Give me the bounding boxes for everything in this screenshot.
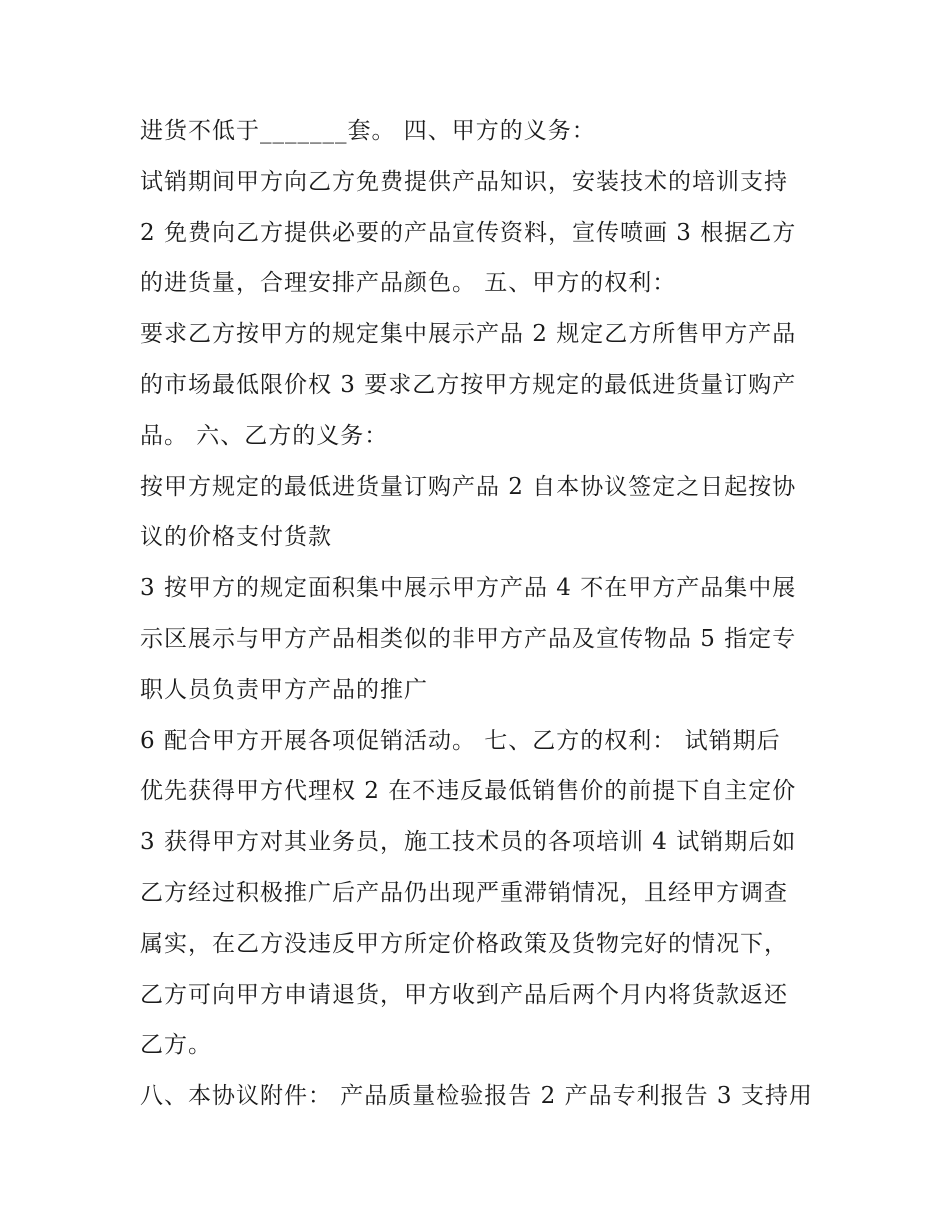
text-line: 3 按甲方的规定面积集中展示甲方产品 4 不在甲方产品集中展: [140, 575, 797, 602]
text-line: 的市场最低限价权 3 要求乙方按甲方规定的最低进货量订购产: [140, 371, 797, 398]
text-line: 示区展示与甲方产品相类似的非甲方产品及宣传物品 5 指定专: [140, 625, 797, 652]
text-line: 职人员负责甲方产品的推广: [140, 676, 428, 703]
text-line: 乙方。: [140, 1032, 212, 1059]
text-line: 试销期间甲方向乙方免费提供产品知识，安装技术的培训支持: [140, 168, 788, 195]
text-line: 乙方经过积极推广后产品仍出现严重滞销情况，且经甲方调查: [140, 879, 788, 906]
document-body: [140, 106, 830, 1122]
text-line: 品。 六、乙方的义务：: [140, 422, 389, 449]
text-line: 属实，在乙方没违反甲方所定价格政策及货物完好的情况下，: [140, 930, 788, 957]
text-line: 进货不低于_______套。 四、甲方的义务：: [140, 118, 596, 144]
text-line: 优先获得甲方代理权 2 在不违反最低销售价的前提下自主定价: [140, 778, 797, 805]
text-line: 3 获得甲方对其业务员，施工技术员的各项培训 4 试销期后如: [140, 829, 797, 856]
text-line: 要求乙方按甲方的规定集中展示产品 2 规定乙方所售甲方产品: [140, 321, 797, 348]
text-line: 的进货量，合理安排产品颜色。 五、甲方的权利：: [140, 270, 677, 297]
text-line: 2 免费向乙方提供必要的产品宣传资料，宣传喷画 3 根据乙方: [140, 219, 797, 246]
text-line: 八、本协议附件： 产品质量检验报告 2 产品专利报告 3 支持用: [140, 1083, 813, 1110]
text-line: 乙方可向甲方申请退货，甲方收到产品后两个月内将货款返还: [140, 981, 788, 1008]
text-line: 6 配合甲方开展各项促销活动。 七、乙方的权利： 试销期后: [140, 727, 781, 754]
text-line: 按甲方规定的最低进货量订购产品 2 自本协议签定之日起按协: [140, 473, 797, 500]
text-line: 议的价格支付货款: [140, 524, 332, 551]
